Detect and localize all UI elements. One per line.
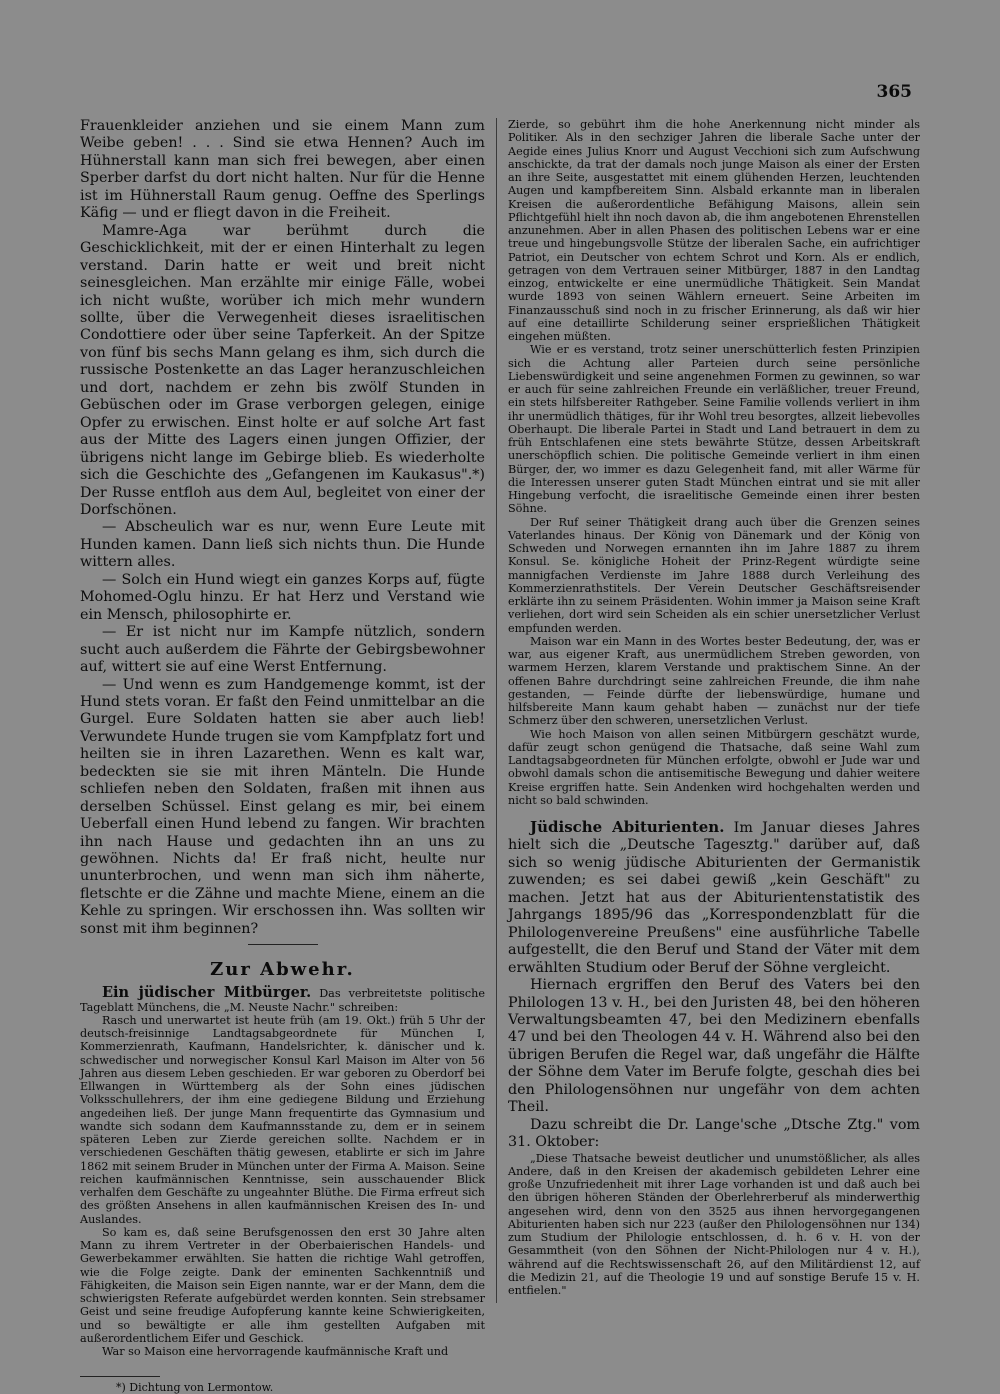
article-paragraph: Maison war ein Mann in des Wortes bester Bedeutung, der, was er war, aus eigener Kraft, aus unermüdlichem Streben geworden, von warmem Herzen, klarem Verstande und praktischem Sinne. An der offenen Bahre durchdringt seine zahlreichen Freunde, die ihm nahe gestanden, — Feinde dürfte der liebenswürdige, humane und hilfsbereite Mann kaum gehabt haben — zunächst nur der tiefe Schmerz über den schweren, unersetzlichen Verlust.	[508, 634, 920, 728]
abitur-paragraph: Hiernach ergriffen den Beruf des Vaters bei den Philologen 13 v. H., bei den Juristen 48, bei den höheren Verwaltungsbeamten 47, bei den Medizinern ebenfalls 47 und bei den Theologen 44 v. H. Während also bei den übrigen Berufen die Regel war, daß ungefähr die Hälfte der Söhne dem Vater im Berufe folgte, geschah dies bei den Philologensöhnen nur ungefähr von dem achten Theil.	[508, 977, 920, 1116]
story-paragraph: — Abscheulich war es nur, wenn Eure Leute mit Hunden kamen. Dann ließ sich nichts thun. Die Hunde wittern alles.	[80, 519, 485, 571]
article-paragraph: Der Ruf seiner Thätigkeit drang auch über die Grenzen seines Vaterlandes hinaus. Der König von Dänemark und der König von Schweden und Norwegen ernannten ihn im Jahre 1887 zu ihrem Konsul. Se. königliche Hoheit der Prinz-Regent würdigte seine mannigfachen Verdienste im Jahre 1888 durch Verleihung des Kommerzienrathstitels. Der Verein Deutscher Geschäftsreisender erklärte ihn zu seinem Präsidenten. Wohin immer ja Maison seine Kraft verliehen, dort wird sein Scheiden als ein schier unersetzlicher Verlust empfunden werden.	[508, 515, 920, 635]
article-paragraph: So kam es, daß seine Berufsgenossen den erst 30 Jahre alten Mann zu ihrem Vertreter in der Oberbaierischen Handels- und Gewerbekammer erwählten. Sie hatten die richtige Wahl getroffen, wie die Folge zeigte. Dank der eminenten Sachkenntniß und Fähigkeiten, die Maison sein Eigen nannte, war er der Mann, dem die schwierigsten Referate aufgebürdet werden konnten. Sein strebsamer Geist und seine freudige Aufopferung kannte keine Schwierigkeiten, und so bewältigte er alle ihm gestellten Aufgaben mit außerordentlichem Eifer und Geschick.	[80, 1225, 485, 1345]
article-lead	[80, 986, 485, 1014]
story-paragraph: Mamre-Aga war berühmt durch die Geschicklichkeit, mit der er einen Hinterhalt zu legen verstand. Darin hatte er weit und breit nicht seinesgleichen. Man erzählte mir einige Fälle, wobei ich nicht wußte, worüber ich mich mehr wundern sollte, über die Verwegenheit dieses israelitischen Condottiere oder über seine Tapferkeit. An der Spitze von fünf bis sechs Mann gelang es ihm, sich durch die russische Postenkette an das Lager heranzuschleichen und dort, nachdem er zehn bis zwölf Stunden in Gebüschen oder im Grase verborgen gelegen, einige Opfer zu erwischen. Einst holte er auf solche Art fast aus der Mitte des Lagers einen jungen Offizier, der übrigens nicht lange im Gebirge blieb. Es wiederholte sich die Geschichte des „Gefangenen im Kaukasus".*) Der Russe entfloh aus dem Aul, begleitet von einer der Dorfschönen.	[80, 222, 485, 518]
section-title: Zur Abwehr.	[210, 959, 355, 981]
story-paragraph: — Und wenn es zum Handgemenge kommt, ist der Hund stets voran. Er faßt den Feind unmittelbar an die Gurgel. Eure Soldaten hatten sie aber auch lieb! Verwundete Hunde trugen sie vom Kampfplatz fort und heilten sie in ihren Lazarethen. Wenn es kalt war, bedeckten sie sie mit ihren Mänteln. Die Hunde schliefen neben den Soldaten, fraßen mit ihnen aus derselben Schüssel. Einst gelang es mir, bei einem Ueberfall einen Hund lebend zu fangen. Wir brachten ihn nach Hause und gedachten ihn an uns zu gewöhnen. Nichts da! Er fraß nicht, heulte nur ununterbrochen, und wenn man sich ihm näherte, fletschte er die Zähne und machte Miene, einem an die Kehle zu springen. Wir erschossen ihn. Was sollten wir sonst mit ihm beginnen?	[80, 676, 485, 937]
article-paragraph: War so Maison eine hervorragende kaufmännische Kraft und	[102, 1345, 449, 1359]
title-rule	[248, 944, 318, 945]
abitur-paragraph: Dazu schreibt die Dr. Lange'sche „Dtsche Ztg." vom 31. Oktober:	[508, 1116, 920, 1151]
article-intro: Das verbreitetste politische Tageblatt Münchens, die „M. Neuste Nachr." schreiben:	[80, 987, 485, 1014]
story-paragraph: — Solch ein Hund wiegt ein ganzes Korps auf, fügte Mohomed-Oglu hinzu. Er hat Herz und Verstand wie ein Mensch, philosophirte er.	[80, 571, 485, 623]
abitur-lead	[508, 819, 920, 977]
column-divider	[496, 118, 497, 1303]
footnote: *) Dichtung von Lermontow.	[116, 1381, 274, 1394]
article-heading: Ein jüdischer Mitbürger.	[102, 984, 312, 1002]
story-paragraph: — Er ist nicht nur im Kampfe nützlich, sondern sucht auch außerdem die Fährte der Gebirgsbewohner auf, wittert sie auf eine Werst Entfernung.	[80, 624, 485, 676]
page-number: 365	[876, 82, 912, 102]
abitur-paragraph: Im Januar dieses Jahres hielt sich die „Deutsche Tagesztg." darüber auf, daß sich so wenig jüdische Abiturienten der Germanistik zuwenden; es sei dabei gewiß „kein Geschäft" zu machen. Jetzt hat aus der Abiturientenstatistik des Jahrgangs 1895/96 das „Korrespondenzblatt für die Philologenvereine Preußens" eine ausführliche Tabelle aufgestellt, die den Beruf und Stand der Väter mit dem erwählten Studium oder Beruf der Söhne vergleicht.	[508, 820, 920, 976]
abitur-heading: Jüdische Abiturienten.	[530, 818, 725, 836]
left-column	[80, 118, 485, 1394]
article-paragraph: Rasch und unerwartet ist heute früh (am 19. Okt.) früh 5 Uhr der deutsch-freisinnige Landtagsabgeordnete für München I, Kommerzienrath, Kaufmann, Handelsrichter, k. dänischer und k. schwedischer und norwegischer Konsul Karl Maison im Alter von 56 Jahren aus diesem Leben geschieden. Er war geboren zu Oberdorf bei Ellwangen in Württemberg als der Sohn eines jüdischen Volksschullehrers, der ihm eine gediegene Bildung und Erziehung angedeihen ließ. Der junge Mann frequentirte das Gymnasium und wandte sich sodann dem Kaufmannsstande zu, dem er in seinem späteren Leben zur Zierde gereichen sollte. Nachdem er in verschiedenen Geschäften thätig gewesen, etablirte er sich im Jahre 1862 mit seinem Bruder in München unter der Firma A. Maison. Seine reichen kaufmännischen Kenntnisse, sein ausschauender Blick verhalfen dem Geschäfte zu ungeahnter Blüthe. Die Firma erfreut sich des größten Ansehens in allen kaufmännischen Kreisen des In- und Auslandes.	[80, 1013, 485, 1226]
quote-paragraph: „Diese Thatsache beweist deutlicher und unumstößlicher, als alles Andere, daß in den Kreisen der akademisch gebildeten Lehrer eine große Unzufriedenheit mit ihrer Lage vorhanden ist und daß auch bei den übrigen höheren Ständen der Oberlehrerberuf als minderwerthig angesehen wird, denn von den 3525 aus ihnen hervorgegangenen Abiturienten haben sich nur 223 (außer den Philologensöhnen nur 134) zum Studium der Philologie entschlossen, d. h. 6 v. H. von der Gesammtheit (von den Söhnen der Nicht-Philologen nur 4 v. H.), während auf die Rechtswissenschaft 26, auf den Militärdienst 12, auf die Medizin 21, auf die Theologie 19 und auf sonstige Berufe 15 v. H. entfielen."	[508, 1151, 920, 1298]
story-paragraph: Frauenkleider anziehen und sie einem Mann zum Weibe geben! . . . Sind sie etwa Hennen? Auch im Hühnerstall kann man sich frei bewegen, aber einen Sperber darfst du dort nicht halten. Nur für die Henne ist im Hühnerstall Raum genug. Oeffne des Sperlings Käfig — und er fliegt davon in die Freiheit.	[80, 118, 485, 222]
article-paragraph: Wie hoch Maison von allen seinen Mitbürgern geschätzt wurde, dafür zeugt schon genügend die Thatsache, daß seine Wahl zum Landtagsabgeordneten für München erfolgte, obwohl er Jude war und obwohl damals schon die antisemitische Bewegung und dahier weitere Kreise ergriffen hatte. Sein Andenken wird hochgehalten werden und nicht so bald schwinden.	[508, 727, 920, 807]
article-paragraph: Wie er es verstand, trotz seiner unerschütterlich festen Prinzipien sich die Achtung aller Parteien durch seine persönliche Liebenswürdigkeit und seine angenehmen Formen zu gewinnen, so war er auch für seine zahlreichen Freunde ein verläßlicher, treuer Freund, ein stets hilfsbereiter Rathgeber. Seine Familie vollends verliert in ihm ihr unermüdlich thätiges, für ihr Wohl treu besorgtes, allzeit liebevolles Oberhaupt. Die liberale Partei in Stadt und Land betrauert in dem zu früh Entschlafenen eine stets bewährte Stütze, dessen Arbeitskraft unerschöpflich schien. Die politische Gemeinde verliert in ihm einen Bürger, der, wo immer es dazu Gelegenheit fand, mit aller Wärme für die Interessen unserer guten Stadt München eintrat und sie mit aller Hingebung verfocht, die israelitische Gemeinde einen ihrer besten Söhne.	[508, 343, 920, 516]
right-column	[508, 118, 920, 1297]
article-paragraph: Zierde, so gebührt ihm die hohe Anerkennung nicht minder als Politiker. Als in den sechziger Jahren die liberale Sache unter der Aegide eines Julius Knorr und August Vecchioni sich zum Aufschwung anschickte, da trat der damals noch junge Maison als einer der Ersten an ihre Seite, ausgestattet mit einem glühenden Herzen, leuchtenden Augen und kampfbereitem Sinn. Alsbald erkannte man in liberalen Kreisen die außerordentliche Befähigung Maisons, allein sein Pflichtgefühl hielt ihn noch davon ab, die ihm angebotenen Ehrenstellen anzunehmen. Aber in allen Phasen des politischen Lebens war er eine treue und hingebungsvolle Stütze der liberalen Sache, ein aufrichtiger Patriot, ein Deutscher von echtem Schrot und Korn. Als er endlich, getragen von dem Vertrauen seiner Mitbürger, 1887 in den Landtag einzog, entwickelte er eine unermüdliche Thätigkeit. Sein Mandat wurde 1893 von seinen Wählern erneuert. Seine Arbeiten im Finanzausschuß sind noch in zu frischer Erinnerung, als daß wir hier auf eine detaillirte Schilderung seiner ersprießlichen Thätigkeit eingehen müßten.	[508, 118, 920, 343]
